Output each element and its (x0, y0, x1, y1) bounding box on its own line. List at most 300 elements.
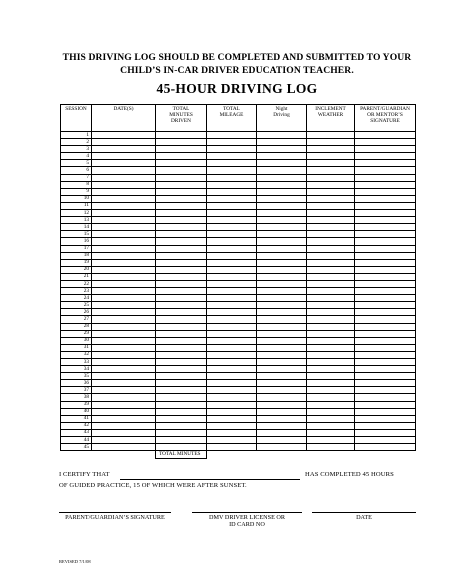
session-number: 15 (61, 231, 92, 238)
log-cell[interactable] (307, 302, 355, 309)
certify-line-2: OF GUIDED PRACTICE, 15 OF WHICH WERE AFTER SUNSET. (59, 482, 247, 489)
log-cell[interactable] (355, 351, 416, 358)
log-cell[interactable] (355, 238, 416, 245)
header-total-minutes (156, 105, 207, 132)
log-cell[interactable] (92, 273, 156, 280)
header-line: MILEAGE (219, 111, 244, 118)
log-cell[interactable] (92, 181, 156, 188)
log-cell[interactable] (307, 210, 355, 217)
log-cell[interactable] (92, 153, 156, 160)
log-cell[interactable] (207, 238, 257, 245)
log-cell[interactable] (92, 259, 156, 266)
log-cell[interactable] (92, 323, 156, 330)
log-cell[interactable] (207, 302, 257, 309)
log-cell[interactable] (355, 202, 416, 209)
log-cell[interactable] (92, 408, 156, 415)
log-cell[interactable] (307, 195, 355, 202)
log-cell[interactable] (92, 252, 156, 259)
log-cell[interactable] (92, 160, 156, 167)
log-cell[interactable] (307, 323, 355, 330)
log-cell[interactable] (355, 245, 416, 252)
log-cell[interactable] (257, 280, 307, 287)
log-cell[interactable] (257, 202, 307, 209)
table-row (61, 422, 416, 429)
log-cell[interactable] (156, 181, 207, 188)
log-cell[interactable] (355, 217, 416, 224)
log-cell[interactable] (156, 259, 207, 266)
log-cell[interactable] (92, 280, 156, 287)
log-cell[interactable] (92, 373, 156, 380)
log-cell[interactable] (207, 444, 257, 451)
log-cell[interactable] (307, 181, 355, 188)
log-cell[interactable] (355, 231, 416, 238)
log-cell[interactable] (257, 245, 307, 252)
log-cell[interactable] (156, 437, 207, 444)
log-cell[interactable] (207, 217, 257, 224)
total-spacer (92, 451, 156, 459)
log-cell[interactable] (207, 181, 257, 188)
log-cell[interactable] (156, 380, 207, 387)
log-cell[interactable] (156, 323, 207, 330)
log-cell[interactable] (257, 309, 307, 316)
log-cell[interactable] (307, 373, 355, 380)
log-cell[interactable] (355, 224, 416, 231)
log-cell[interactable] (307, 359, 355, 366)
log-cell[interactable] (92, 202, 156, 209)
log-cell[interactable] (207, 415, 257, 422)
student-name-line[interactable] (120, 479, 300, 480)
log-cell[interactable] (156, 415, 207, 422)
log-cell[interactable] (307, 266, 355, 273)
log-cell[interactable] (92, 380, 156, 387)
log-cell[interactable] (355, 302, 416, 309)
log-cell[interactable] (92, 238, 156, 245)
log-cell[interactable] (156, 408, 207, 415)
table-row (61, 401, 416, 408)
log-cell[interactable] (207, 429, 257, 436)
log-cell[interactable] (307, 415, 355, 422)
log-cell[interactable] (257, 181, 307, 188)
log-cell[interactable] (257, 167, 307, 174)
log-cell[interactable] (207, 344, 257, 351)
session-number: 12 (61, 210, 92, 217)
log-cell[interactable] (355, 330, 416, 337)
log-cell[interactable] (207, 422, 257, 429)
log-cell[interactable] (307, 295, 355, 302)
log-cell[interactable] (257, 132, 307, 139)
log-cell[interactable] (156, 337, 207, 344)
date-line[interactable] (312, 512, 416, 513)
log-cell[interactable] (307, 160, 355, 167)
log-cell[interactable] (257, 259, 307, 266)
log-cell[interactable] (207, 373, 257, 380)
log-cell[interactable] (207, 231, 257, 238)
log-cell[interactable] (156, 351, 207, 358)
log-cell[interactable] (307, 167, 355, 174)
log-cell[interactable] (307, 273, 355, 280)
log-cell[interactable] (207, 245, 257, 252)
session-number: 8 (61, 181, 92, 188)
log-cell[interactable] (257, 330, 307, 337)
log-cell[interactable] (207, 160, 257, 167)
log-cell[interactable] (207, 387, 257, 394)
log-cell[interactable] (355, 181, 416, 188)
parent-signature-line[interactable] (59, 512, 171, 513)
log-cell[interactable] (257, 266, 307, 273)
log-cell[interactable] (92, 387, 156, 394)
log-cell[interactable] (156, 174, 207, 181)
log-cell[interactable] (207, 174, 257, 181)
log-cell[interactable] (307, 309, 355, 316)
log-cell[interactable] (207, 195, 257, 202)
log-cell[interactable] (92, 210, 156, 217)
log-cell[interactable] (257, 316, 307, 323)
log-cell[interactable] (156, 160, 207, 167)
log-cell[interactable] (355, 139, 416, 146)
log-cell[interactable] (355, 210, 416, 217)
log-cell[interactable] (92, 231, 156, 238)
log-cell[interactable] (92, 429, 156, 436)
log-cell[interactable] (207, 316, 257, 323)
log-cell[interactable] (257, 380, 307, 387)
log-cell[interactable] (92, 437, 156, 444)
log-cell[interactable] (307, 316, 355, 323)
log-cell[interactable] (307, 444, 355, 451)
log-cell[interactable] (156, 394, 207, 401)
log-cell[interactable] (156, 132, 207, 139)
log-cell[interactable] (156, 422, 207, 429)
log-cell[interactable] (257, 210, 307, 217)
log-cell[interactable] (257, 295, 307, 302)
log-cell[interactable] (156, 373, 207, 380)
log-cell[interactable] (307, 153, 355, 160)
log-cell[interactable] (257, 302, 307, 309)
log-cell[interactable] (355, 288, 416, 295)
log-cell[interactable] (92, 344, 156, 351)
license-number-line[interactable] (192, 512, 302, 513)
log-cell[interactable] (257, 146, 307, 153)
log-cell[interactable] (355, 366, 416, 373)
log-cell[interactable] (156, 266, 207, 273)
log-cell[interactable] (156, 401, 207, 408)
session-number: 34 (61, 366, 92, 373)
log-cell[interactable] (156, 444, 207, 451)
log-cell[interactable] (207, 273, 257, 280)
log-cell[interactable] (257, 195, 307, 202)
log-cell[interactable] (207, 167, 257, 174)
log-cell[interactable] (355, 415, 416, 422)
log-cell[interactable] (257, 429, 307, 436)
log-cell[interactable] (355, 408, 416, 415)
session-number: 21 (61, 273, 92, 280)
log-cell[interactable] (355, 437, 416, 444)
log-cell[interactable] (156, 273, 207, 280)
log-cell[interactable] (207, 210, 257, 217)
log-cell[interactable] (207, 323, 257, 330)
log-cell[interactable] (355, 429, 416, 436)
log-cell[interactable] (156, 217, 207, 224)
log-cell[interactable] (92, 394, 156, 401)
log-cell[interactable] (92, 316, 156, 323)
log-cell[interactable] (207, 252, 257, 259)
log-cell[interactable] (207, 202, 257, 209)
log-cell[interactable] (307, 422, 355, 429)
log-cell[interactable] (307, 351, 355, 358)
log-cell[interactable] (307, 231, 355, 238)
log-cell[interactable] (355, 359, 416, 366)
log-cell[interactable] (307, 387, 355, 394)
log-cell[interactable] (307, 238, 355, 245)
log-cell[interactable] (355, 167, 416, 174)
log-cell[interactable] (92, 174, 156, 181)
log-cell[interactable] (156, 146, 207, 153)
log-cell[interactable] (257, 188, 307, 195)
log-cell[interactable] (156, 188, 207, 195)
log-cell[interactable] (92, 295, 156, 302)
log-cell[interactable] (307, 188, 355, 195)
session-number: 27 (61, 316, 92, 323)
table-row (61, 344, 416, 351)
log-cell[interactable] (257, 351, 307, 358)
log-cell[interactable] (92, 444, 156, 451)
log-cell[interactable] (355, 309, 416, 316)
log-cell[interactable] (257, 231, 307, 238)
log-cell[interactable] (92, 337, 156, 344)
log-cell[interactable] (257, 437, 307, 444)
log-cell[interactable] (257, 373, 307, 380)
header-line: TOTAL (172, 106, 190, 112)
log-cell[interactable] (355, 259, 416, 266)
log-cell[interactable] (307, 429, 355, 436)
total-minutes-label[interactable]: TOTAL MINUTES (156, 451, 207, 459)
log-cell[interactable] (307, 394, 355, 401)
table-row (61, 373, 416, 380)
log-cell[interactable] (156, 231, 207, 238)
log-cell[interactable] (92, 422, 156, 429)
log-cell[interactable] (257, 238, 307, 245)
header-night-driving (257, 105, 307, 132)
log-cell[interactable] (355, 323, 416, 330)
log-cell[interactable] (207, 266, 257, 273)
log-cell[interactable] (207, 295, 257, 302)
log-cell[interactable] (156, 359, 207, 366)
log-cell[interactable] (307, 252, 355, 259)
log-cell[interactable] (156, 387, 207, 394)
log-cell[interactable] (156, 245, 207, 252)
log-cell[interactable] (92, 401, 156, 408)
log-cell[interactable] (355, 387, 416, 394)
log-cell[interactable] (307, 245, 355, 252)
log-cell[interactable] (307, 408, 355, 415)
log-cell[interactable] (92, 167, 156, 174)
log-cell[interactable] (92, 188, 156, 195)
log-cell[interactable] (257, 415, 307, 422)
log-cell[interactable] (355, 188, 416, 195)
log-cell[interactable] (257, 422, 307, 429)
table-row (61, 337, 416, 344)
log-cell[interactable] (307, 366, 355, 373)
log-cell[interactable] (257, 401, 307, 408)
log-cell[interactable] (207, 366, 257, 373)
log-cell[interactable] (355, 273, 416, 280)
log-cell[interactable] (156, 224, 207, 231)
log-cell[interactable] (257, 273, 307, 280)
log-cell[interactable] (156, 280, 207, 287)
log-cell[interactable] (257, 387, 307, 394)
log-cell[interactable] (307, 146, 355, 153)
log-cell[interactable] (92, 309, 156, 316)
log-cell[interactable] (257, 359, 307, 366)
log-cell[interactable] (156, 238, 207, 245)
log-cell[interactable] (156, 330, 207, 337)
log-cell[interactable] (355, 401, 416, 408)
log-cell[interactable] (355, 380, 416, 387)
log-cell[interactable] (92, 359, 156, 366)
log-cell[interactable] (207, 351, 257, 358)
log-cell[interactable] (92, 195, 156, 202)
table-row (61, 224, 416, 231)
log-cell[interactable] (156, 139, 207, 146)
log-cell[interactable] (207, 288, 257, 295)
log-cell[interactable] (156, 288, 207, 295)
log-cell[interactable] (92, 146, 156, 153)
log-cell[interactable] (307, 337, 355, 344)
log-cell[interactable] (355, 153, 416, 160)
log-cell[interactable] (207, 408, 257, 415)
table-row (61, 238, 416, 245)
log-cell[interactable] (355, 337, 416, 344)
log-cell[interactable] (92, 266, 156, 273)
log-cell[interactable] (156, 344, 207, 351)
log-cell[interactable] (92, 224, 156, 231)
log-cell[interactable] (355, 146, 416, 153)
log-cell[interactable] (156, 210, 207, 217)
session-number: 23 (61, 288, 92, 295)
log-cell[interactable] (92, 217, 156, 224)
log-cell[interactable] (257, 288, 307, 295)
log-cell[interactable] (207, 139, 257, 146)
log-cell[interactable] (257, 153, 307, 160)
log-cell[interactable] (92, 415, 156, 422)
log-cell[interactable] (355, 266, 416, 273)
log-cell[interactable] (156, 202, 207, 209)
log-cell[interactable] (307, 139, 355, 146)
log-cell[interactable] (207, 132, 257, 139)
log-cell[interactable] (355, 444, 416, 451)
log-cell[interactable] (207, 259, 257, 266)
log-cell[interactable] (156, 366, 207, 373)
log-cell[interactable] (92, 288, 156, 295)
log-cell[interactable] (92, 245, 156, 252)
log-cell[interactable] (307, 174, 355, 181)
log-cell[interactable] (207, 359, 257, 366)
log-cell[interactable] (355, 195, 416, 202)
log-cell[interactable] (207, 146, 257, 153)
log-cell[interactable] (355, 373, 416, 380)
log-cell[interactable] (307, 330, 355, 337)
log-cell[interactable] (156, 167, 207, 174)
log-cell[interactable] (207, 437, 257, 444)
log-cell[interactable] (307, 288, 355, 295)
log-cell[interactable] (355, 394, 416, 401)
log-cell[interactable] (257, 394, 307, 401)
log-cell[interactable] (257, 323, 307, 330)
log-cell[interactable] (307, 132, 355, 139)
table-row (61, 188, 416, 195)
log-cell[interactable] (207, 401, 257, 408)
table-row (61, 415, 416, 422)
log-cell[interactable] (257, 366, 307, 373)
log-cell[interactable] (156, 295, 207, 302)
log-cell[interactable] (257, 252, 307, 259)
table-header-row (61, 105, 416, 132)
log-cell[interactable] (307, 437, 355, 444)
log-cell[interactable] (156, 302, 207, 309)
log-cell[interactable] (355, 160, 416, 167)
log-cell[interactable] (156, 316, 207, 323)
log-cell[interactable] (207, 280, 257, 287)
log-cell[interactable] (207, 188, 257, 195)
log-cell[interactable] (355, 422, 416, 429)
log-cell[interactable] (207, 337, 257, 344)
log-cell[interactable] (257, 444, 307, 451)
log-cell[interactable] (92, 351, 156, 358)
log-cell[interactable] (257, 160, 307, 167)
log-cell[interactable] (355, 316, 416, 323)
log-cell[interactable] (207, 380, 257, 387)
log-cell[interactable] (307, 280, 355, 287)
log-cell[interactable] (257, 139, 307, 146)
log-cell[interactable] (355, 174, 416, 181)
log-cell[interactable] (307, 259, 355, 266)
log-cell[interactable] (307, 380, 355, 387)
log-cell[interactable] (355, 252, 416, 259)
log-cell[interactable] (307, 217, 355, 224)
log-cell[interactable] (257, 224, 307, 231)
log-cell[interactable] (92, 302, 156, 309)
log-cell[interactable] (307, 401, 355, 408)
log-cell[interactable] (307, 224, 355, 231)
log-cell[interactable] (156, 252, 207, 259)
log-cell[interactable] (207, 224, 257, 231)
log-cell[interactable] (355, 344, 416, 351)
log-cell[interactable] (257, 217, 307, 224)
log-cell[interactable] (207, 309, 257, 316)
log-cell[interactable] (257, 337, 307, 344)
log-cell[interactable] (307, 344, 355, 351)
log-cell[interactable] (92, 330, 156, 337)
log-cell[interactable] (207, 394, 257, 401)
log-cell[interactable] (257, 344, 307, 351)
log-cell[interactable] (207, 330, 257, 337)
log-cell[interactable] (257, 408, 307, 415)
log-cell[interactable] (156, 309, 207, 316)
log-cell[interactable] (355, 280, 416, 287)
log-cell[interactable] (92, 132, 156, 139)
log-cell[interactable] (355, 295, 416, 302)
log-cell[interactable] (355, 132, 416, 139)
log-cell[interactable] (156, 153, 207, 160)
log-cell[interactable] (307, 202, 355, 209)
log-cell[interactable] (156, 195, 207, 202)
log-cell[interactable] (92, 139, 156, 146)
table-row (61, 323, 416, 330)
log-cell[interactable] (156, 429, 207, 436)
table-row (61, 408, 416, 415)
log-cell[interactable] (207, 153, 257, 160)
log-cell[interactable] (257, 174, 307, 181)
log-cell[interactable] (92, 366, 156, 373)
